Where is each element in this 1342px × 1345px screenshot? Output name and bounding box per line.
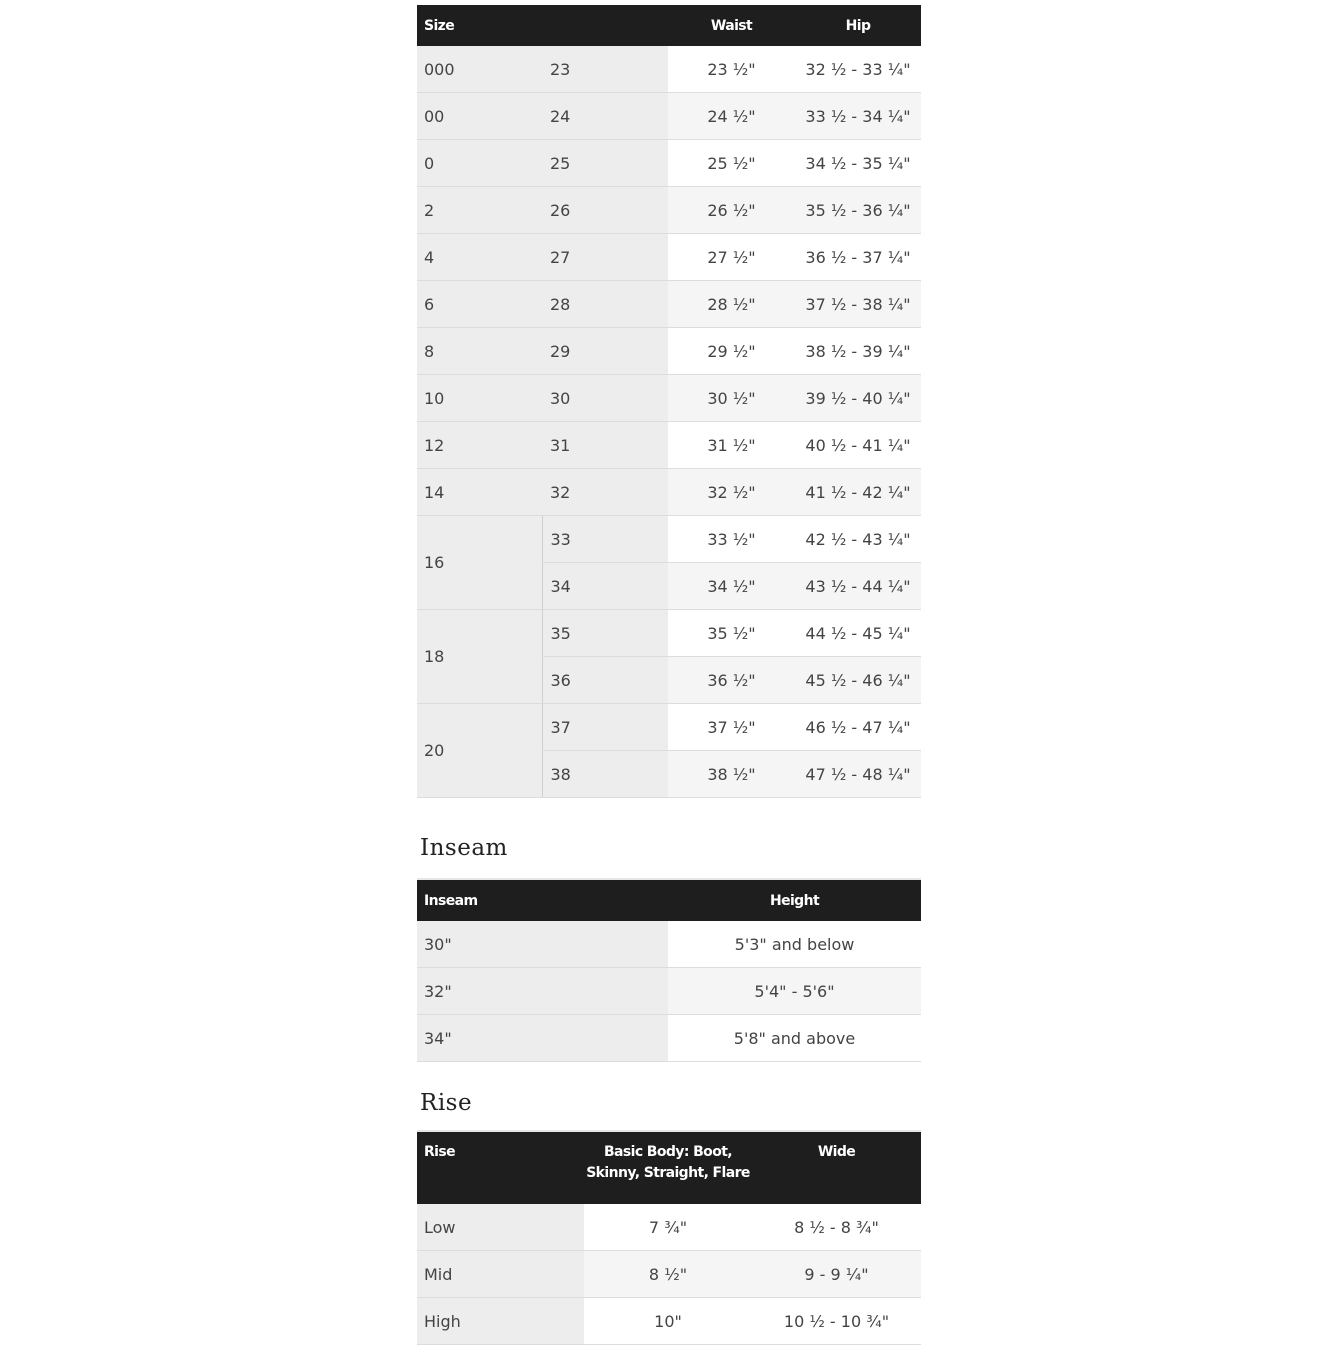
rise-cell: High: [417, 1298, 584, 1345]
inseam-table: [417, 878, 921, 1062]
size-cell: 00: [417, 93, 542, 140]
size-row: [417, 234, 921, 281]
inseam-row: [417, 1015, 921, 1062]
header-waist: Waist: [668, 5, 795, 46]
rise-cell: Mid: [417, 1251, 584, 1298]
waist-cell: 27 ½": [668, 234, 795, 281]
header-basic-line2: Skinny, Straight, Flare: [586, 1165, 750, 1181]
inseam-table-header: [417, 879, 921, 921]
size-row: [417, 516, 921, 563]
size-number-cell: 33: [542, 516, 668, 563]
hip-cell: 45 ½ - 46 ¼": [795, 657, 921, 704]
size-cell: 4: [417, 234, 542, 281]
size-row: [417, 281, 921, 328]
hip-cell: 42 ½ - 43 ¼": [795, 516, 921, 563]
rise-row: [417, 1204, 921, 1251]
size-row: [417, 328, 921, 375]
size-table-header: [417, 5, 921, 46]
size-cell: 2: [417, 187, 542, 234]
waist-cell: 32 ½": [668, 469, 795, 516]
inseam-row: [417, 921, 921, 968]
hip-cell: 43 ½ - 44 ¼": [795, 563, 921, 610]
basic-body-cell: 8 ½": [584, 1251, 752, 1298]
waist-cell: 35 ½": [668, 610, 795, 657]
rise-table: [417, 1130, 921, 1345]
wide-cell: 9 - 9 ¼": [752, 1251, 921, 1298]
rise-title: Rise: [420, 1090, 473, 1116]
size-number-cell: 38: [542, 751, 668, 798]
rise-cell: Low: [417, 1204, 584, 1251]
size-cell: 16: [417, 516, 542, 610]
size-number-cell: 23: [542, 46, 668, 93]
size-row: [417, 469, 921, 516]
size-number-cell: 36: [542, 657, 668, 704]
rise-row: [417, 1298, 921, 1345]
header-inseam: Inseam: [417, 879, 668, 921]
waist-cell: 23 ½": [668, 46, 795, 93]
waist-cell: 25 ½": [668, 140, 795, 187]
size-row: [417, 93, 921, 140]
size-row: [417, 610, 921, 657]
height-cell: 5'4" - 5'6": [668, 968, 921, 1015]
size-cell: 000: [417, 46, 542, 93]
size-cell: 8: [417, 328, 542, 375]
header-size: Size: [417, 5, 542, 46]
size-number-cell: 30: [542, 375, 668, 422]
size-row: [417, 46, 921, 93]
size-row: [417, 140, 921, 187]
size-row: [417, 375, 921, 422]
waist-cell: 29 ½": [668, 328, 795, 375]
hip-cell: 39 ½ - 40 ¼": [795, 375, 921, 422]
height-cell: 5'8" and above: [668, 1015, 921, 1062]
size-number-cell: 27: [542, 234, 668, 281]
waist-cell: 37 ½": [668, 704, 795, 751]
header-blank: [542, 5, 668, 46]
hip-cell: 33 ½ - 34 ¼": [795, 93, 921, 140]
hip-cell: 35 ½ - 36 ¼": [795, 187, 921, 234]
waist-cell: 30 ½": [668, 375, 795, 422]
hip-cell: 46 ½ - 47 ¼": [795, 704, 921, 751]
hip-cell: 36 ½ - 37 ¼": [795, 234, 921, 281]
hip-cell: 34 ½ - 35 ¼": [795, 140, 921, 187]
size-cell: 10: [417, 375, 542, 422]
basic-body-cell: 7 ¾": [584, 1204, 752, 1251]
size-number-cell: 26: [542, 187, 668, 234]
rise-row: [417, 1251, 921, 1298]
inseam-title: Inseam: [420, 835, 508, 861]
size-number-cell: 28: [542, 281, 668, 328]
inseam-cell: 32": [417, 968, 668, 1015]
size-chart-container: [417, 5, 921, 1345]
hip-cell: 40 ½ - 41 ¼": [795, 422, 921, 469]
size-cell: 6: [417, 281, 542, 328]
size-row: [417, 187, 921, 234]
inseam-cell: 30": [417, 921, 668, 968]
waist-cell: 33 ½": [668, 516, 795, 563]
header-basic-body: [584, 1131, 752, 1204]
size-cell: 14: [417, 469, 542, 516]
size-row: [417, 704, 921, 751]
size-table: [417, 5, 921, 798]
size-number-cell: 31: [542, 422, 668, 469]
header-hip: Hip: [795, 5, 921, 46]
hip-cell: 32 ½ - 33 ¼": [795, 46, 921, 93]
hip-cell: 41 ½ - 42 ¼": [795, 469, 921, 516]
waist-cell: 24 ½": [668, 93, 795, 140]
rise-table-body: [417, 1204, 921, 1345]
waist-cell: 38 ½": [668, 751, 795, 798]
size-number-cell: 24: [542, 93, 668, 140]
size-row: [417, 422, 921, 469]
size-table-body: [417, 46, 921, 798]
header-basic-line1: Basic Body: Boot,: [603, 1144, 733, 1160]
header-height: Height: [668, 879, 921, 921]
inseam-table-body: [417, 921, 921, 1062]
waist-cell: 34 ½": [668, 563, 795, 610]
size-cell: 0: [417, 140, 542, 187]
size-cell: 18: [417, 610, 542, 704]
inseam-row: [417, 968, 921, 1015]
basic-body-cell: 10": [584, 1298, 752, 1345]
waist-cell: 26 ½": [668, 187, 795, 234]
hip-cell: 44 ½ - 45 ¼": [795, 610, 921, 657]
size-number-cell: 25: [542, 140, 668, 187]
wide-cell: 10 ½ - 10 ¾": [752, 1298, 921, 1345]
size-number-cell: 37: [542, 704, 668, 751]
waist-cell: 36 ½": [668, 657, 795, 704]
header-wide: Wide: [752, 1131, 921, 1204]
header-rise: Rise: [417, 1131, 584, 1204]
hip-cell: 38 ½ - 39 ¼": [795, 328, 921, 375]
size-number-cell: 35: [542, 610, 668, 657]
size-cell: 12: [417, 422, 542, 469]
size-cell: 20: [417, 704, 542, 798]
height-cell: 5'3" and below: [668, 921, 921, 968]
hip-cell: 47 ½ - 48 ¼": [795, 751, 921, 798]
waist-cell: 31 ½": [668, 422, 795, 469]
size-number-cell: 34: [542, 563, 668, 610]
size-number-cell: 29: [542, 328, 668, 375]
waist-cell: 28 ½": [668, 281, 795, 328]
inseam-cell: 34": [417, 1015, 668, 1062]
size-number-cell: 32: [542, 469, 668, 516]
hip-cell: 37 ½ - 38 ¼": [795, 281, 921, 328]
wide-cell: 8 ½ - 8 ¾": [752, 1204, 921, 1251]
rise-table-header: [417, 1131, 921, 1204]
